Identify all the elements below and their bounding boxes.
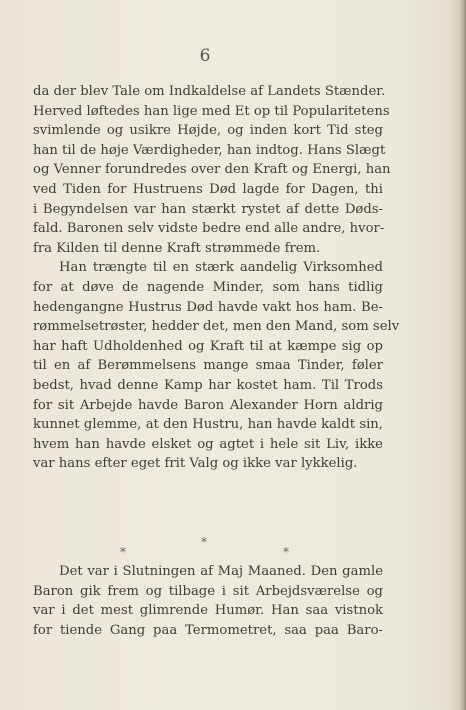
text-line: kunnet glemme, at den Hustru, han havde kaldt sin, bbox=[33, 417, 383, 433]
separator-asterisk: * bbox=[201, 535, 207, 549]
text-line: for at døve de nagende Minder, som hans tidlig bbox=[33, 279, 383, 295]
text-line: ved Tiden for Hustruens Død lagde for Dagen, thi bbox=[33, 181, 383, 197]
text-line: bedst, hvad denne Kamp har kostet ham. Til Trods bbox=[33, 377, 383, 393]
text-line: da der blev Tale om Indkaldelse af Landets Stænder. bbox=[33, 84, 386, 99]
text-line: Herved løftedes han lige med Et op til Popularitetens bbox=[33, 103, 390, 119]
separator-asterisk: * bbox=[283, 545, 289, 559]
text-line: fra Kilden til denne Kraft strømmede frem. bbox=[33, 240, 321, 256]
text-block-bottom bbox=[33, 562, 383, 640]
text-block-top bbox=[33, 82, 400, 474]
text-line: for tiende Gang paa Termometret, saa paa Baro- bbox=[33, 622, 383, 638]
text-line: var hans efter eget frit Valg og ikke var lykkelig. bbox=[33, 456, 358, 472]
text-line: har haft Udholdenhed og Kraft til at kæmpe sig op bbox=[33, 338, 383, 354]
text-line: til en af Berømmelsens mange smaa Tinder, føler bbox=[33, 358, 383, 374]
text-line: Han trængte til en stærk aandelig Virksomhed bbox=[59, 260, 383, 276]
paragraph-3 bbox=[33, 562, 383, 640]
paragraph-1 bbox=[33, 82, 391, 258]
text-line: var i det mest glimrende Humør. Han saa vistnok bbox=[33, 603, 383, 619]
text-line: i Begyndelsen var han stærkt rystet af dette Døds- bbox=[33, 201, 383, 217]
text-line: fald. Baronen selv vidste bedre end alle andre, hvor- bbox=[33, 221, 385, 237]
text-line: han til de høje Værdigheder, han indtog. Hans Slægt bbox=[33, 142, 386, 158]
text-line: rømmelsetrøster, hedder det, men den Mand, som selv bbox=[33, 319, 400, 335]
text-line: hvem han havde elsket og agtet i hele sit Liv, ikke bbox=[33, 436, 383, 452]
text-line: og Venner forundredes over den Kraft og Energi, han bbox=[33, 162, 391, 178]
page-number: 6 bbox=[199, 46, 211, 66]
separator-asterisk: * bbox=[120, 545, 126, 559]
text-line: for sit Arbejde havde Baron Alexander Horn aldrig bbox=[33, 397, 383, 413]
text-line: svimlende og usikre Højde, og inden kort Tid steg bbox=[33, 123, 383, 139]
text-line: hedengangne Hustrus Død havde vakt hos ham. Be- bbox=[33, 299, 383, 315]
text-line: Det var i Slutningen af Maj Maaned. Den gamle bbox=[59, 564, 383, 579]
text-line: Baron gik frem og tilbage i sit Arbejdsværelse og bbox=[33, 583, 383, 599]
paragraph-2 bbox=[33, 258, 400, 474]
page-edge-shadow bbox=[454, 0, 466, 710]
